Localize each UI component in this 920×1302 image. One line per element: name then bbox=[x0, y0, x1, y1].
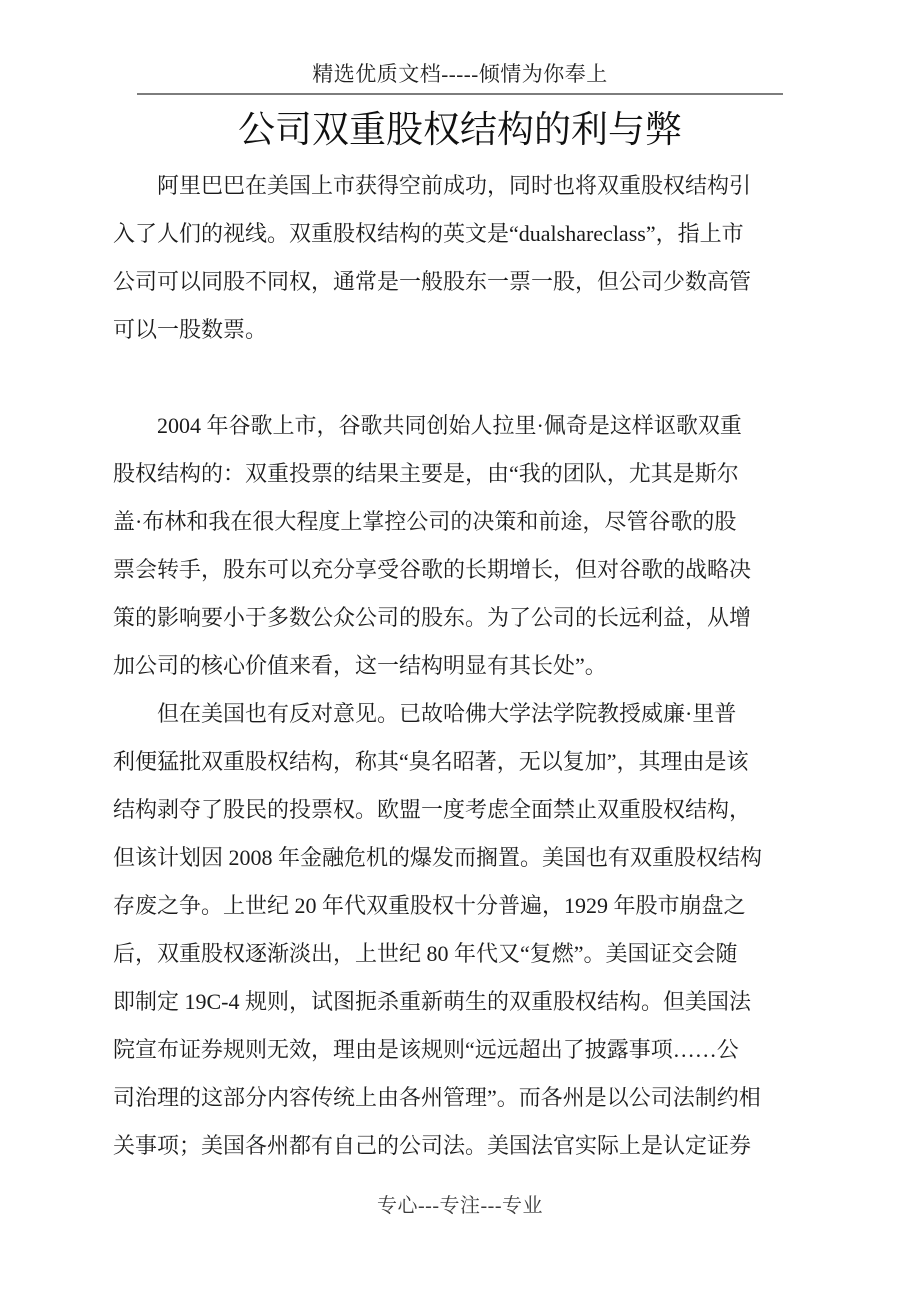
paragraph bbox=[113, 354, 778, 402]
text-line: 票会转手，股东可以充分享受谷歌的长期增长，但对谷歌的战略决 bbox=[113, 557, 752, 582]
text-line: 利便猛批双重股权结构，称其“臭名昭著，无以复加”，其理由是该 bbox=[113, 749, 749, 774]
text-line: 可以一股数票。 bbox=[113, 317, 268, 342]
text-line: 结构剥夺了股民的投票权。欧盟一度考虑全面禁止双重股权结构， bbox=[113, 797, 752, 822]
text-line: 2004 年谷歌上市，谷歌共同创始人拉里·佩奇是这样讴歌双重 bbox=[157, 413, 742, 438]
text-line: 策的影响要小于多数公众公司的股东。为了公司的长远利益，从增 bbox=[113, 605, 752, 630]
text-line: 股权结构的：双重投票的结果主要是，由“我的团队，尤其是斯尔 bbox=[113, 461, 739, 486]
text-line: 司治理的这部分内容传统上由各州管理”。而各州是以公司法制约相 bbox=[113, 1085, 761, 1110]
text-line: 后，双重股权逐渐淡出，上世纪 80 年代又“复燃”。美国证交会随 bbox=[113, 941, 738, 966]
text-line: 但在美国也有反对意见。已故哈佛大学法学院教授威廉·里普 bbox=[157, 701, 737, 726]
text-line: 阿里巴巴在美国上市获得空前成功，同时也将双重股权结构引 bbox=[157, 173, 752, 198]
header-divider bbox=[137, 93, 783, 95]
paragraph bbox=[113, 690, 778, 1170]
text-line: 院宣布证券规则无效，理由是该规则“远远超出了披露事项……公 bbox=[113, 1037, 739, 1062]
page-header-text: 精选优质文档-----倾情为你奉上 bbox=[312, 62, 608, 86]
text-line bbox=[113, 354, 778, 402]
page-footer-text: 专心---专注---专业 bbox=[377, 1195, 543, 1217]
paragraph bbox=[113, 402, 778, 690]
text-line: 加公司的核心价值来看，这一结构明显有其长处”。 bbox=[113, 653, 607, 678]
text-line: 入了人们的视线。双重股权结构的英文是“dualshareclass”，指上市 bbox=[113, 221, 744, 246]
text-line: 即制定 19C-4 规则，试图扼杀重新萌生的双重股权结构。但美国法 bbox=[113, 989, 752, 1014]
text-line: 公司可以同股不同权，通常是一般股东一票一股，但公司少数高管 bbox=[113, 269, 752, 294]
text-line: 存废之争。上世纪 20 年代双重股权十分普遍，1929 年股市崩盘之 bbox=[113, 893, 746, 918]
text-line: 关事项；美国各州都有自己的公司法。美国法官实际上是认定证券 bbox=[113, 1133, 752, 1158]
document-title: 公司双重股权结构的利与弊 bbox=[238, 110, 682, 151]
paragraph bbox=[113, 162, 778, 354]
text-line: 盖·布林和我在很大程度上掌控公司的决策和前途，尽管谷歌的股 bbox=[113, 509, 737, 534]
text-line: 但该计划因 2008 年金融危机的爆发而搁置。美国也有双重股权结构 bbox=[113, 845, 763, 870]
document-body bbox=[113, 162, 778, 1170]
